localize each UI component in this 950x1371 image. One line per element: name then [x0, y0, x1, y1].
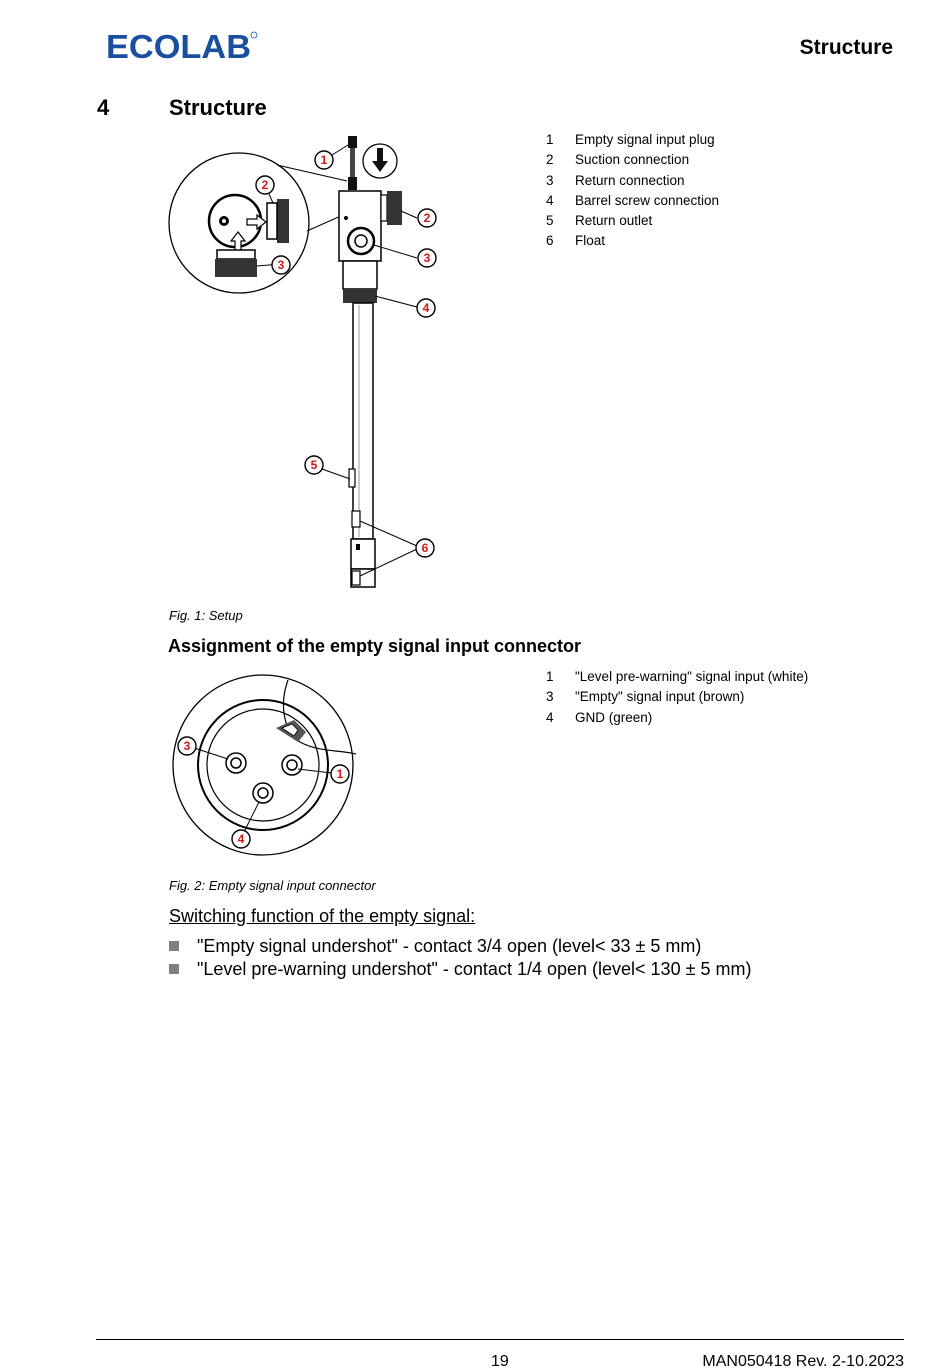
- figure-1-caption: Fig. 1: Setup: [169, 608, 243, 623]
- subsection-title: Assignment of the empty signal input connector: [168, 636, 582, 656]
- legend-item: 4 Barrel screw connection: [546, 192, 720, 208]
- page-number: 19: [491, 1353, 509, 1370]
- ecolab-logo: [106, 30, 258, 67]
- pin-callout-3: [178, 737, 196, 755]
- callout-5: [305, 456, 323, 474]
- svg-text:3: 3: [423, 251, 431, 265]
- svg-text:4: 4: [422, 301, 430, 315]
- setup-figure: [167, 133, 447, 595]
- list-item: "Empty signal undershot" - contact 3/4 open (level< 33 ± 5 mm): [169, 935, 751, 958]
- setup-legend: [546, 130, 719, 252]
- legend-item: 2 Suction connection: [546, 152, 690, 168]
- legend-item: 6 Float: [546, 233, 606, 249]
- connector-legend: [546, 667, 808, 728]
- callout-2-detail: [256, 176, 274, 194]
- svg-text:5: 5: [310, 458, 318, 472]
- svg-text:6: 6: [421, 541, 429, 555]
- svg-text:1: 1: [336, 767, 344, 781]
- section-title: Structure: [169, 95, 267, 120]
- callout-1: [315, 151, 333, 169]
- svg-text:4: 4: [237, 832, 245, 846]
- switching-list: [169, 935, 751, 981]
- legend-item: 1 "Level pre-warning" signal input (white): [546, 669, 809, 684]
- svg-text:2: 2: [423, 211, 431, 225]
- callout-3-detail: [272, 256, 290, 274]
- header-title: Structure: [799, 36, 893, 59]
- pin-callout-1: [331, 765, 349, 783]
- bullet-square-icon: [169, 964, 179, 974]
- connector-figure: [168, 672, 363, 862]
- list-item: "Level pre-warning undershot" - contact 1/4 open (level< 130 ± 5 mm): [169, 958, 751, 981]
- switching-heading: Switching function of the empty signal:: [169, 906, 476, 926]
- callout-6: [416, 539, 434, 557]
- legend-item: 3 "Empty" signal input (brown): [546, 689, 745, 705]
- bullet-square-icon: [169, 941, 179, 951]
- figure-2-caption: Fig. 2: Empty signal input connector: [169, 878, 376, 893]
- legend-item: 3 Return connection: [546, 172, 685, 188]
- legend-item: 4 GND (green): [546, 709, 653, 725]
- legend-item: 5 Return outlet: [546, 213, 653, 229]
- footer-divider: [96, 1339, 904, 1340]
- ecolab-logo-graphic: [106, 30, 258, 62]
- document-reference: MAN050418 Rev. 2-10.2023: [702, 1353, 904, 1370]
- svg-text:1: 1: [320, 153, 328, 167]
- section-number: 4: [97, 95, 110, 120]
- callout-2: [418, 209, 436, 227]
- svg-text:3: 3: [277, 258, 285, 272]
- callout-4: [417, 299, 435, 317]
- svg-text:3: 3: [183, 739, 191, 753]
- pin-callout-4: [232, 830, 250, 848]
- legend-item: 1 Empty signal input plug: [546, 132, 715, 147]
- callout-3: [418, 249, 436, 267]
- ecolab-logo-text: ECOLAB: [106, 30, 251, 62]
- svg-text:2: 2: [261, 178, 269, 192]
